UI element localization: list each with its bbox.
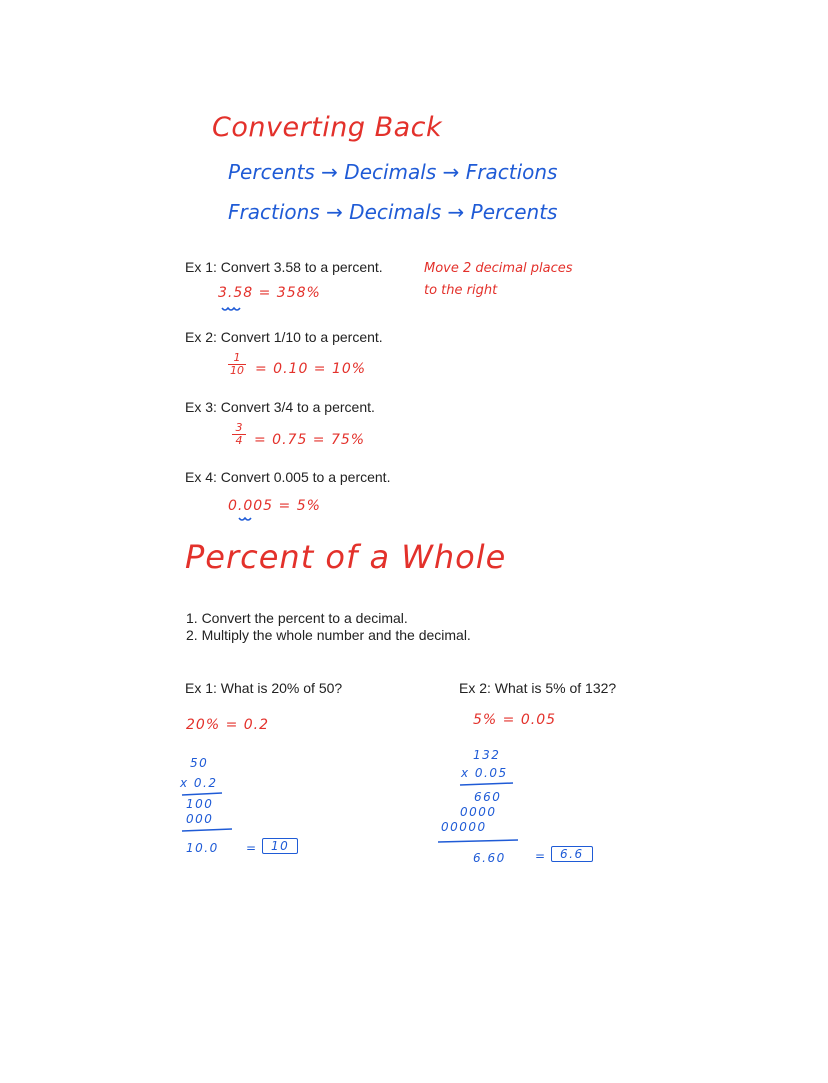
example-3-work: = 0.75 = 75%: [254, 432, 366, 448]
decimal-hop-arrows-ex1: [222, 308, 240, 310]
section-title-percent-of-whole: Percent of a Whole: [185, 538, 507, 576]
example-1-prompt: Ex 1: Convert 3.58 to a percent.: [185, 259, 383, 275]
page-title: Converting Back: [212, 112, 443, 143]
fraction-denominator: 4: [232, 434, 246, 447]
example-a-partial-row-2: 000: [186, 812, 214, 826]
example-b-partial-row-3: 00000: [441, 820, 487, 834]
example-b-multiplicand: 132: [473, 748, 501, 762]
example-a-multiplicand: 50: [190, 756, 209, 770]
example-a-sum-line: [182, 829, 232, 831]
example-2-work: = 0.10 = 10%: [255, 361, 367, 377]
decimal-note-line-2: to the right: [424, 283, 498, 298]
example-b-answer-box: 6.6: [551, 846, 593, 862]
example-b-sum-line: [438, 840, 518, 842]
example-a-prompt: Ex 1: What is 20% of 50?: [185, 680, 343, 696]
conversion-order-line-1: Percents → Decimals → Fractions: [228, 160, 558, 184]
fraction-denominator: 10: [230, 364, 244, 377]
decimal-note-line-1: Move 2 decimal places: [424, 261, 573, 276]
example-4-work: 0.005 = 5%: [228, 498, 321, 514]
example-b-prompt: Ex 2: What is 5% of 132?: [459, 680, 617, 696]
example-a-partial-row-1: 100: [186, 797, 214, 811]
fraction-numerator: 3: [235, 421, 243, 434]
example-a-multiply-line: [182, 793, 222, 795]
example-a-conversion: 20% = 0.2: [186, 717, 270, 733]
example-a-product: 10.0: [186, 841, 219, 855]
example-b-conversion: 5% = 0.05: [473, 712, 557, 728]
example-a-answer-box: 10: [262, 838, 298, 854]
conversion-order-line-2: Fractions → Decimals → Percents: [228, 200, 558, 224]
example-1-work: 3.58 = 358%: [218, 285, 321, 301]
decimal-hop-arrows-ex4: [239, 518, 251, 520]
example-b-multiply-line: [460, 783, 513, 785]
example-a-multiplier: x 0.2: [180, 776, 218, 790]
example-b-product: 6.60: [473, 851, 506, 865]
example-b-partial-row-2: 0000: [460, 805, 497, 819]
step-1: 1. Convert the percent to a decimal.: [186, 610, 408, 626]
fraction-numerator: 1: [233, 351, 241, 364]
example-2-prompt: Ex 2: Convert 1/10 to a percent.: [185, 329, 383, 345]
example-b-equals: =: [535, 849, 547, 863]
example-3-prompt: Ex 3: Convert 3/4 to a percent.: [185, 399, 375, 415]
step-2: 2. Multiply the whole number and the decimal.: [186, 627, 471, 643]
example-4-prompt: Ex 4: Convert 0.005 to a percent.: [185, 469, 391, 485]
example-a-equals: =: [246, 841, 258, 855]
example-b-multiplier: x 0.05: [461, 766, 508, 780]
example-b-partial-row-1: 660: [474, 790, 502, 804]
